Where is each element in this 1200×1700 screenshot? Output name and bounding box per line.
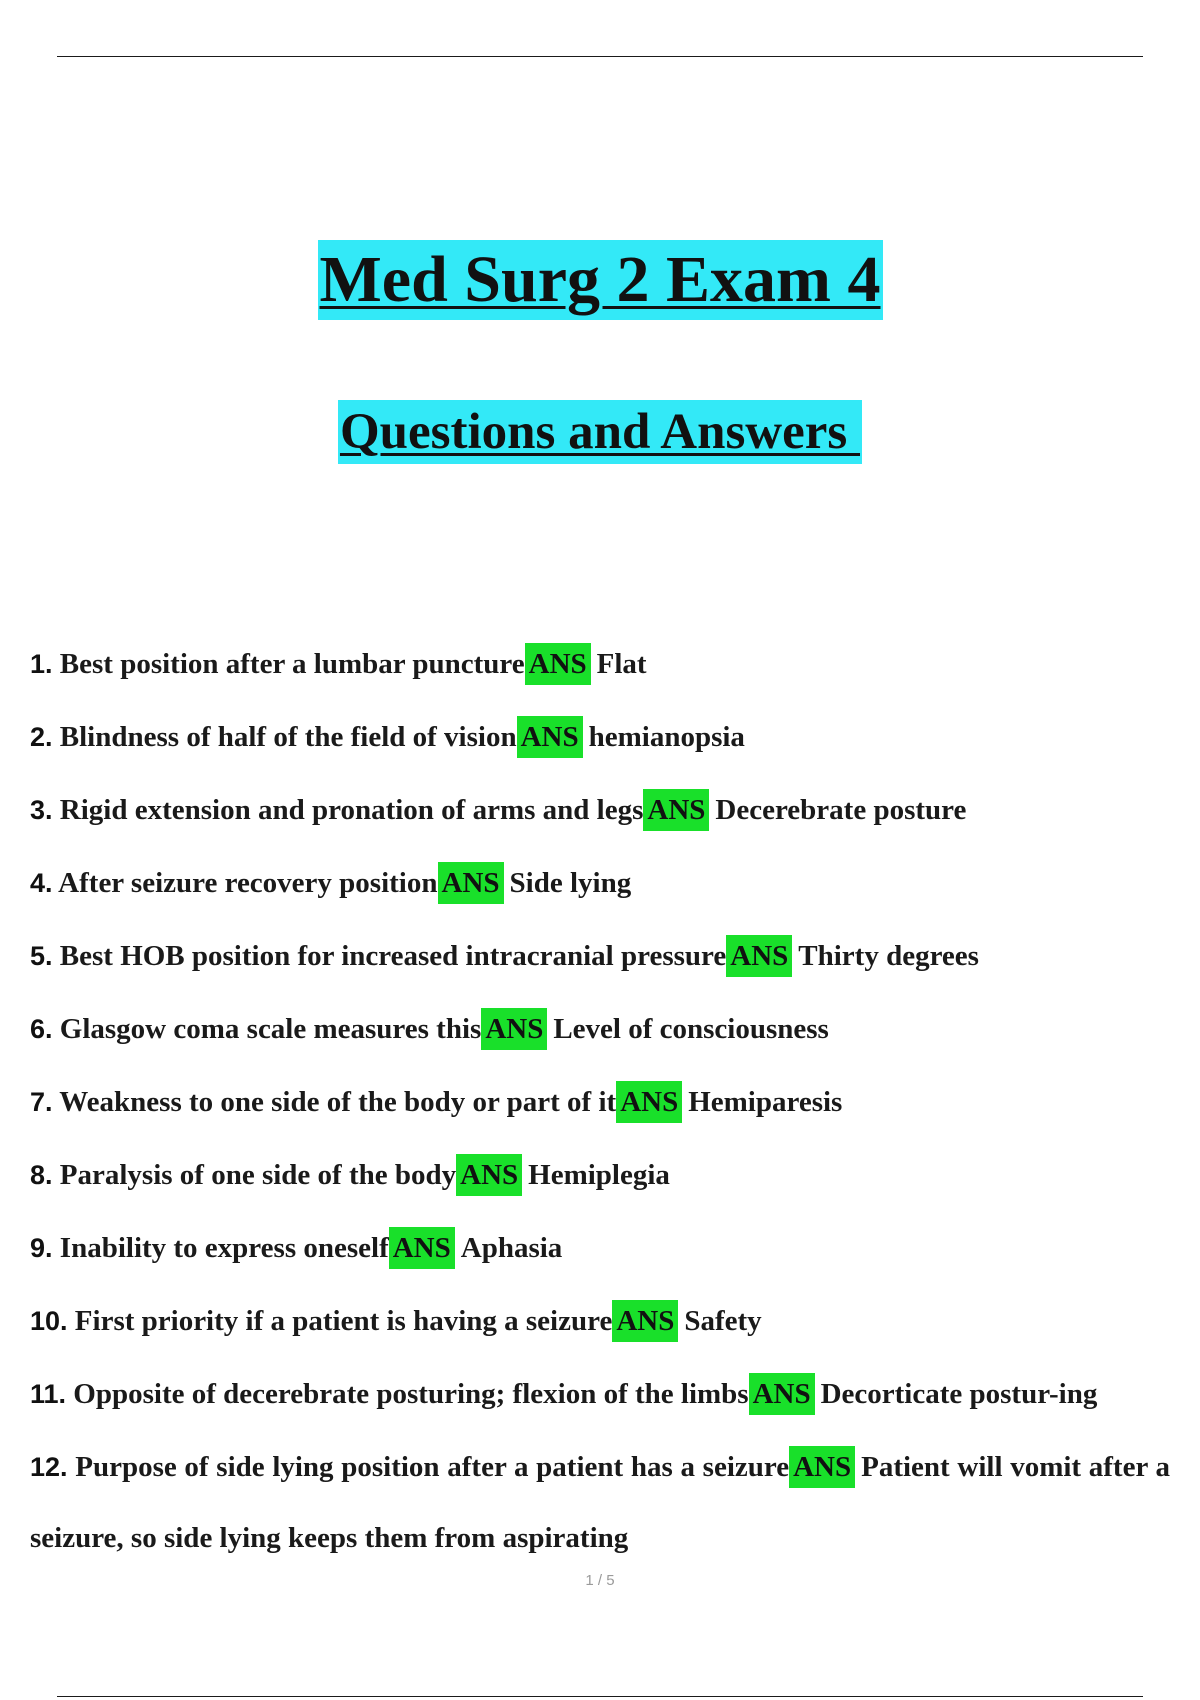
ans-marker: ANS xyxy=(726,935,792,977)
subtitle-block xyxy=(0,400,1200,464)
question-text: Purpose of side lying position after a patient has a seizure xyxy=(67,1451,790,1483)
answer-text: Safety xyxy=(684,1305,762,1337)
question-number: 11. xyxy=(30,1379,67,1409)
ans-marker: ANS xyxy=(438,862,504,904)
top-rule xyxy=(57,56,1143,57)
qa-item-8 xyxy=(30,1154,1170,1227)
ans-marker: ANS xyxy=(612,1300,678,1342)
answer-text: Level of consciousness xyxy=(553,1013,829,1045)
answer-text: Flat xyxy=(596,648,647,680)
answer-text: hemianopsia xyxy=(588,721,745,753)
qa-item-4 xyxy=(30,862,1170,935)
question-text: After seizure recovery position xyxy=(52,867,438,899)
ans-marker: ANS xyxy=(389,1227,455,1269)
ans-marker: ANS xyxy=(456,1154,522,1196)
ans-marker: ANS xyxy=(749,1373,815,1415)
question-text: Rigid extension and pronation of arms and legs xyxy=(52,794,644,826)
qa-item-10 xyxy=(30,1300,1170,1373)
qa-item-6 xyxy=(30,1008,1170,1081)
qa-item-5 xyxy=(30,935,1170,1008)
ans-marker: ANS xyxy=(517,716,583,758)
ans-marker: ANS xyxy=(525,643,591,685)
qa-item-1 xyxy=(30,643,1170,716)
question-text: Weakness to one side of the body or part of it xyxy=(52,1086,617,1118)
question-text: Best position after a lumbar puncture xyxy=(52,648,525,680)
question-text: Glasgow coma scale measures this xyxy=(52,1013,482,1045)
ans-marker: ANS xyxy=(789,1446,855,1488)
answer-text: Aphasia xyxy=(460,1232,563,1264)
question-text: Paralysis of one side of the body xyxy=(52,1159,457,1191)
question-number: 7. xyxy=(30,1087,53,1117)
answer-text: Hemiparesis xyxy=(688,1086,843,1118)
question-number: 8. xyxy=(30,1160,53,1190)
question-number: 4. xyxy=(30,868,53,898)
ans-marker: ANS xyxy=(643,789,709,831)
question-number: 5. xyxy=(30,941,53,971)
title-block xyxy=(0,240,1200,320)
qa-item-2 xyxy=(30,716,1170,789)
page-indicator: 1 / 5 xyxy=(585,1572,615,1589)
qa-item-7 xyxy=(30,1081,1170,1154)
qa-item-12 xyxy=(30,1432,1170,1574)
qa-item-3 xyxy=(30,789,1170,862)
answer-text: Thirty degrees xyxy=(798,940,979,972)
document-title: Med Surg 2 Exam 4 xyxy=(318,240,883,320)
ans-marker: ANS xyxy=(481,1008,547,1050)
answer-text: Hemiplegia xyxy=(528,1159,670,1191)
ans-marker: ANS xyxy=(616,1081,682,1123)
question-text: First priority if a patient is having a seizure xyxy=(67,1305,613,1337)
question-number: 1. xyxy=(30,649,53,679)
question-number: 10. xyxy=(30,1306,68,1336)
answer-text: Decerebrate posture xyxy=(715,794,967,826)
question-text: Opposite of decerebrate posturing; flexion of the limbs xyxy=(66,1378,749,1410)
question-number: 12. xyxy=(30,1452,68,1482)
bottom-rule xyxy=(57,1696,1143,1697)
question-text: Blindness of half of the field of vision xyxy=(52,721,517,753)
document-subtitle: Questions and Answers xyxy=(338,400,862,464)
question-text: Inability to express oneself xyxy=(52,1232,389,1264)
question-number: 2. xyxy=(30,722,53,752)
question-number: 9. xyxy=(30,1233,53,1263)
answer-text: Decorticate postur-ing xyxy=(820,1378,1098,1410)
question-number: 6. xyxy=(30,1014,53,1044)
question-list xyxy=(30,643,1170,1574)
answer-text: Patient will vomit after a seizure, so side lying keeps them from aspirating xyxy=(30,1451,1170,1554)
question-text: Best HOB position for increased intracranial pressure xyxy=(52,940,727,972)
question-number: 3. xyxy=(30,795,53,825)
qa-item-9 xyxy=(30,1227,1170,1300)
answer-text: Side lying xyxy=(509,867,632,899)
